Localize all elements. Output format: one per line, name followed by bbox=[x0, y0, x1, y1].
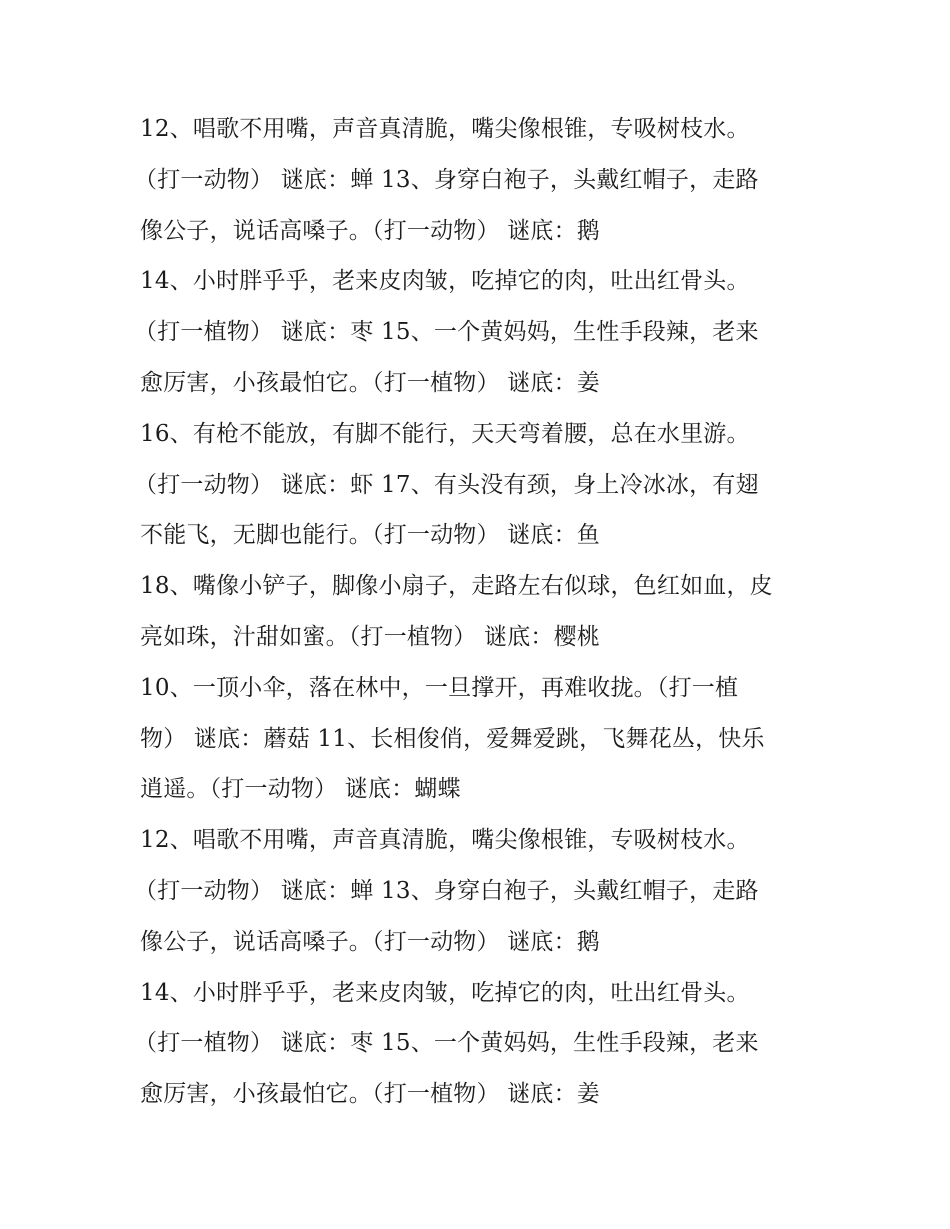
text-line: 18、嘴像小铲子，脚像小扇子，走路左右似球，色红如血，皮 bbox=[140, 573, 773, 600]
text-line: （打一植物） 谜底：枣 15、一个黄妈妈，生性手段辣，老来 bbox=[134, 319, 759, 346]
text-line: 愈厉害，小孩最怕它。（打一植物） 谜底：姜 bbox=[140, 369, 601, 396]
riddle-text-block bbox=[134, 104, 840, 1120]
text-line: （打一动物） 谜底：虾 17、有头没有颈，身上冷冰冰，有翅 bbox=[134, 471, 759, 498]
text-line: 不能飞，无脚也能行。（打一动物） 谜底：鱼 bbox=[140, 522, 601, 549]
text-line: 10、一顶小伞，落在林中，一旦撑开，再难收拢。（打一植 bbox=[140, 674, 739, 701]
text-line: （打一动物） 谜底：蝉 13、身穿白袍子，头戴红帽子，走路 bbox=[134, 166, 759, 193]
text-line: 14、小时胖乎乎，老来皮肉皱，吃掉它的肉，吐出红骨头。 bbox=[140, 268, 750, 295]
text-line: 14、小时胖乎乎，老来皮肉皱，吃掉它的肉，吐出红骨头。 bbox=[140, 979, 750, 1006]
text-line: 像公子，说话高嗓子。（打一动物） 谜底：鹅 bbox=[140, 928, 601, 955]
text-line: 物） 谜底：蘑菇 11、长相俊俏，爱舞爱跳，飞舞花丛，快乐 bbox=[140, 725, 765, 752]
text-line: 愈厉害，小孩最怕它。（打一植物） 谜底：姜 bbox=[140, 1081, 601, 1108]
text-line: 亮如珠，汁甜如蜜。（打一植物） 谜底：樱桃 bbox=[140, 623, 601, 650]
text-line: （打一植物） 谜底：枣 15、一个黄妈妈，生性手段辣，老来 bbox=[134, 1030, 759, 1057]
text-line: 逍遥。（打一动物） 谜底：蝴蝶 bbox=[140, 776, 461, 803]
text-line: 像公子，说话高嗓子。（打一动物） 谜底：鹅 bbox=[140, 217, 601, 244]
text-line: 16、有枪不能放，有脚不能行，天天弯着腰，总在水里游。 bbox=[140, 420, 750, 447]
text-line: （打一动物） 谜底：蝉 13、身穿白袍子，头戴红帽子，走路 bbox=[134, 877, 759, 904]
text-line: 12、唱歌不用嘴，声音真清脆，嘴尖像根锥，专吸树枝水。 bbox=[140, 116, 750, 142]
text-line: 12、唱歌不用嘴，声音真清脆，嘴尖像根锥，专吸树枝水。 bbox=[140, 827, 750, 854]
